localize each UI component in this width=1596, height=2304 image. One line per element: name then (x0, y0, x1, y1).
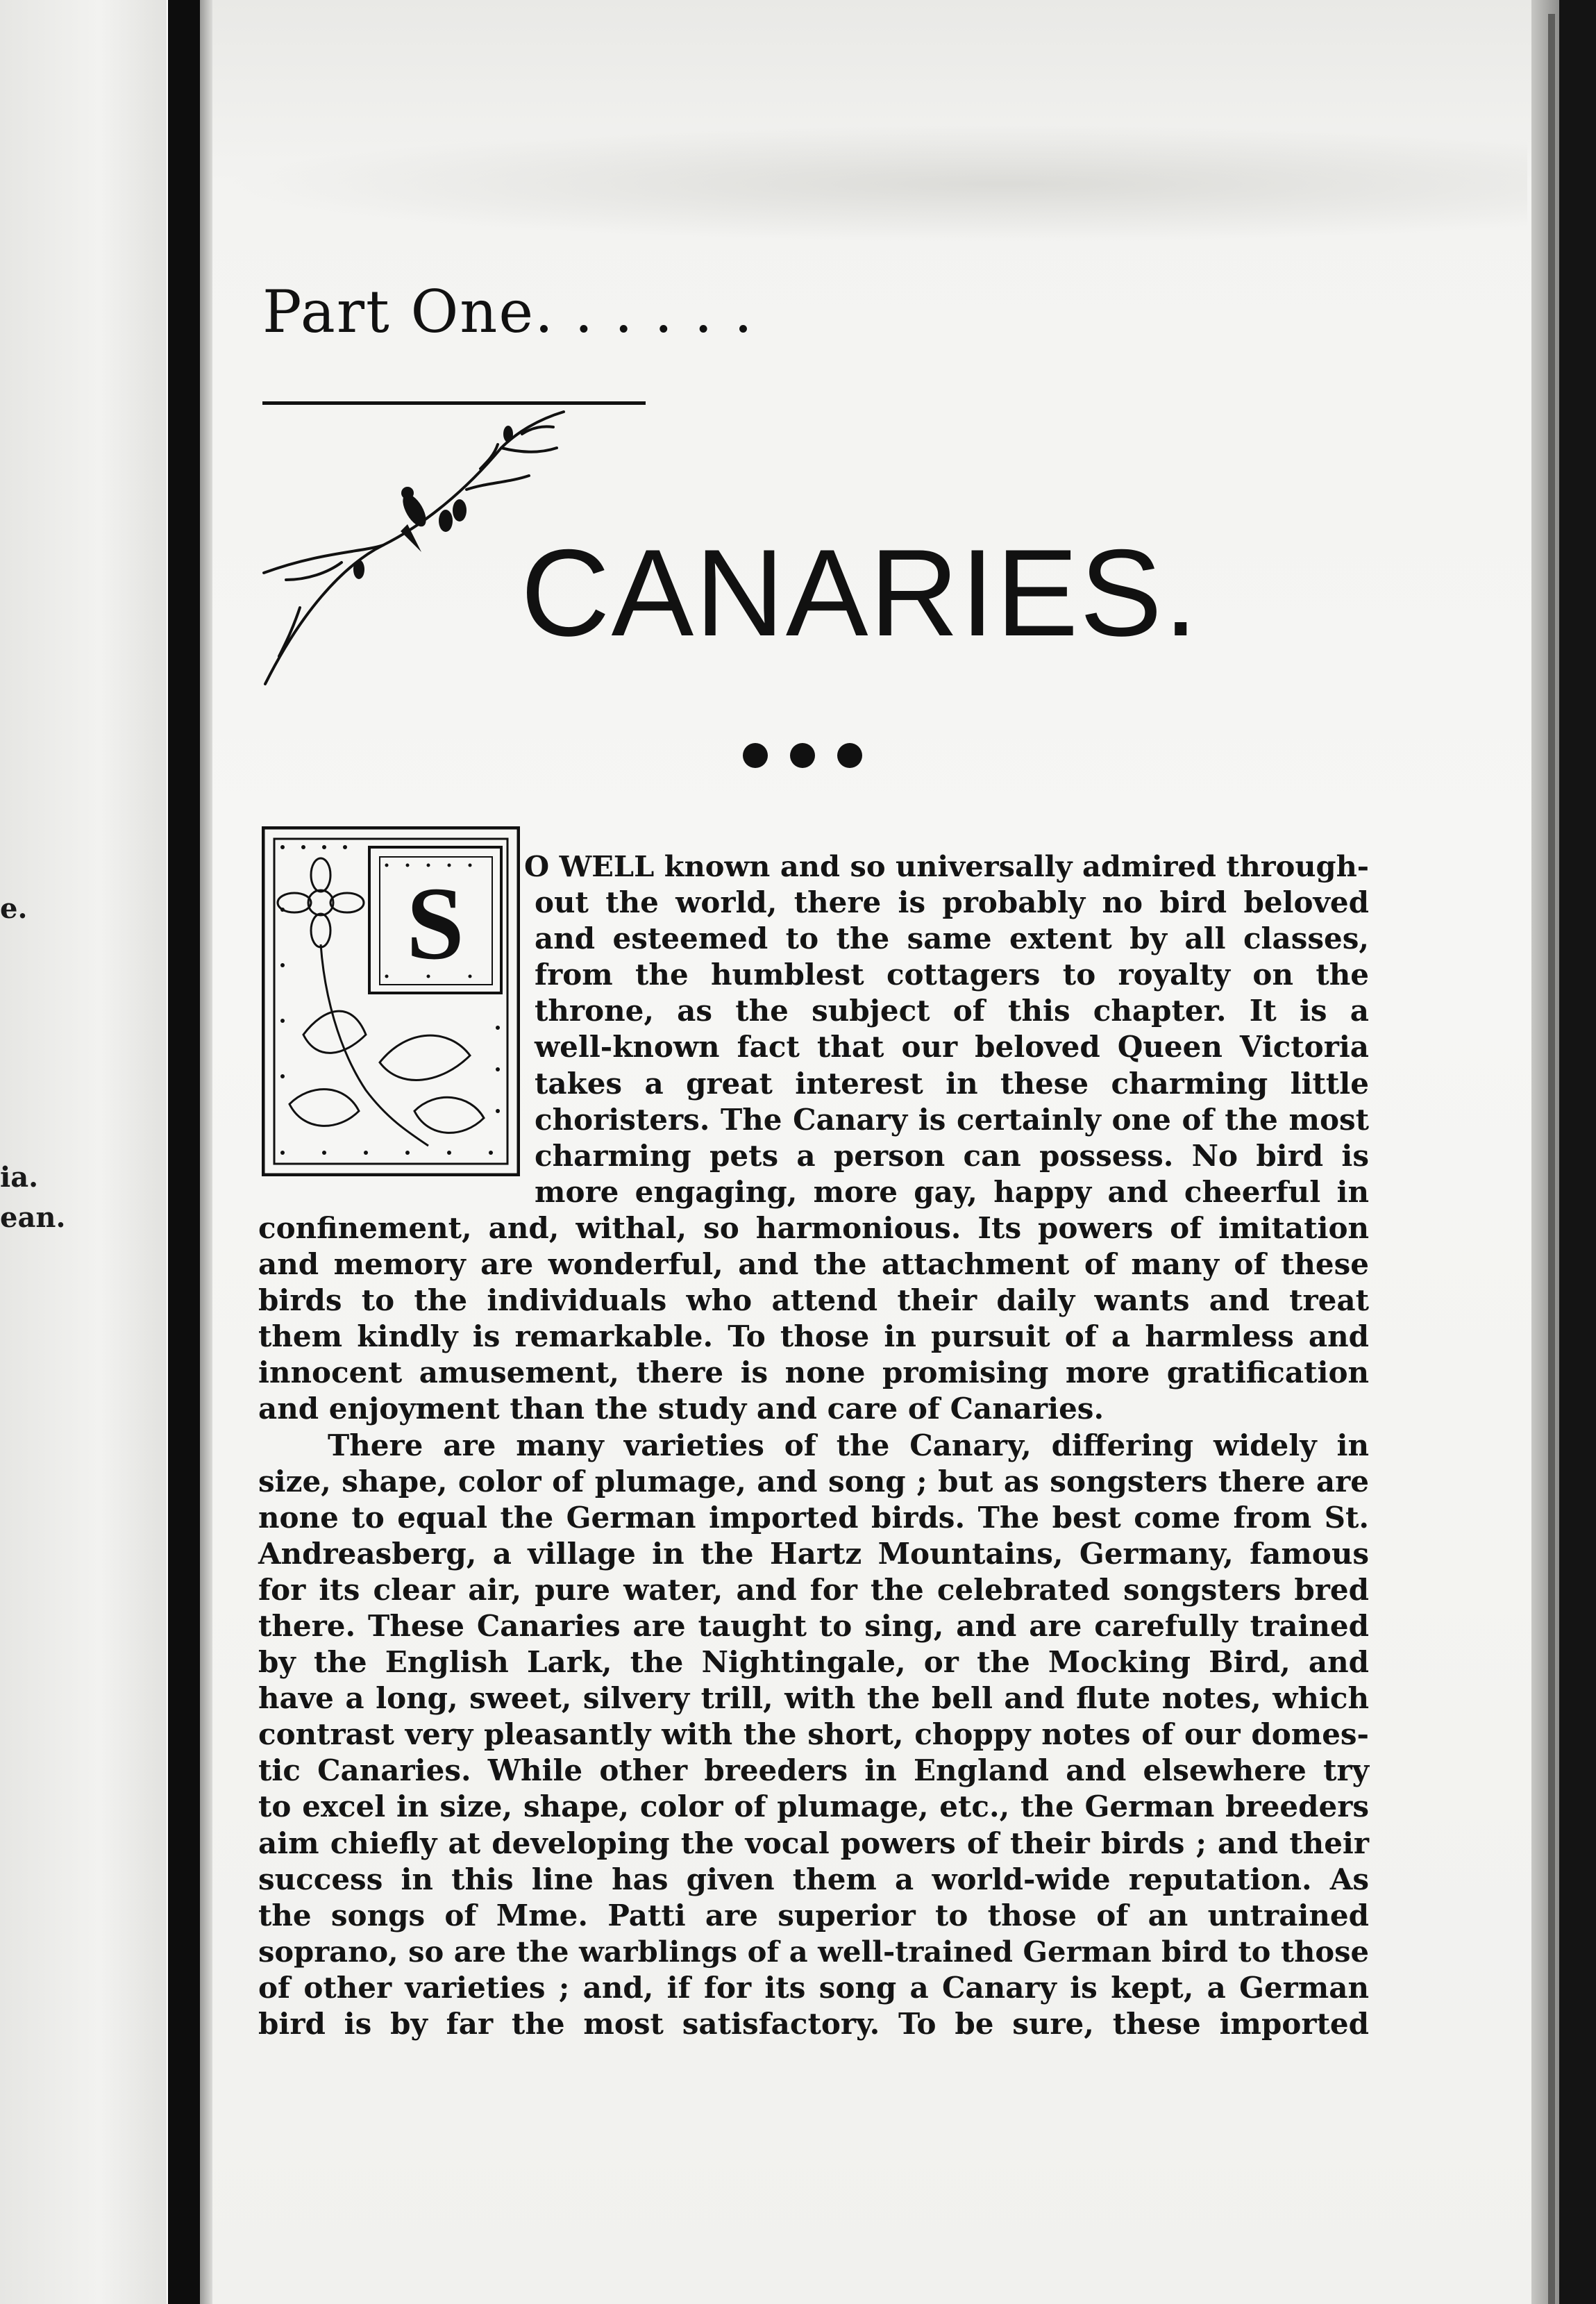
text-line: There are many varieties of the Canary, differing widely in (328, 1428, 1369, 1462)
text-line: size, shape, color of plumage, and song ; but as songsters there are (258, 1464, 1369, 1499)
facing-page-fragment: ean. (0, 1201, 66, 1234)
text-line: bird is by far the most satisfactory. To be sure, these imported (258, 2007, 1369, 2041)
text-line: takes a great interest in these charming little (535, 1066, 1369, 1101)
text-line: birds to the individuals who attend their daily wants and treat (258, 1283, 1369, 1318)
scan-border (1559, 0, 1596, 2304)
text-line: none to equal the German imported birds. The best come from St. (258, 1500, 1369, 1535)
text-line: throne, as the subject of this chapter. It is a (535, 994, 1369, 1028)
text-line: contrast very pleasantly with the short, choppy notes of our domes- (258, 1717, 1369, 1752)
page-edge-line (1548, 14, 1555, 2304)
text-line: well-known fact that our beloved Queen Victoria (535, 1030, 1369, 1065)
text-line: out the world, there is probably no bird beloved (535, 885, 1369, 920)
text-line: and esteemed to the same extent by all classes, (535, 921, 1369, 956)
text-line: and enjoyment than the study and care of Canaries. (258, 1392, 1104, 1426)
text-line: for its clear air, pure water, and for the celebrated songsters bred (258, 1572, 1369, 1607)
gutter-shadow (200, 0, 212, 2304)
text-line: aim chiefly at developing the vocal powers of their birds ; and their (258, 1826, 1369, 1860)
facing-page-edge (0, 0, 167, 2304)
text-line: to excel in size, shape, color of plumage, etc., the German breeders (258, 1789, 1369, 1824)
facing-page-fragment: ia. (0, 1161, 39, 1194)
text-line: tic Canaries. While other breeders in England and elsewhere try (258, 1753, 1369, 1788)
heading-rule (262, 401, 646, 405)
text-line: charming pets a person can possess. No bird is (535, 1138, 1369, 1173)
text-line: success in this line has given them a world-wide reputation. As (258, 1862, 1369, 1896)
text-line: confinement, and, withal, so harmonious. Its powers of imitation (258, 1210, 1369, 1245)
text-line: by the English Lark, the Nightingale, or the Mocking Bird, and (258, 1645, 1369, 1680)
book-gutter (168, 0, 200, 2304)
text-line: them kindly is remarkable. To those in pursuit of a harmless and (258, 1319, 1369, 1354)
text-line: more engaging, more gay, happy and cheerful in (535, 1174, 1369, 1209)
text-line: and memory are wonderful, and the attachment of many of these (258, 1247, 1369, 1282)
chapter-title: CANARIES. (521, 524, 1200, 662)
text-line: from the humblest cottagers to royalty on the (535, 958, 1369, 992)
text-line: the songs of Mme. Patti are superior to those of an untrained (258, 1898, 1369, 1932)
chapter-body (258, 849, 1369, 2042)
section-ornament (743, 743, 862, 768)
ornament-dot (837, 743, 862, 768)
text-line: there. These Canaries are taught to sing, and are carefully trained (258, 1608, 1369, 1643)
text-line: Andreasberg, a village in the Hartz Mountains, Germany, famous (258, 1536, 1369, 1571)
text-line: soprano, so are the warblings of a well-trained German bird to those (258, 1934, 1369, 1969)
ornament-dot (743, 743, 768, 768)
text-line: of other varieties ; and, if for its song a Canary is kept, a German (258, 1970, 1369, 2005)
facing-page-fragment: e. (0, 892, 28, 925)
drop-cap-letter: S (406, 866, 464, 981)
text-line: choristers. The Canary is certainly one of the most (535, 1102, 1369, 1137)
page-edge (1531, 0, 1559, 2304)
text-line: innocent amusement, there is none promising more gratification (258, 1355, 1369, 1390)
ornament-dot (790, 743, 815, 768)
text-line: O WELL known and so universally admired through- (524, 849, 1369, 883)
part-heading: Part One. . . . . . (262, 278, 754, 346)
text-line: have a long, sweet, silvery trill, with the bell and flute notes, which (258, 1681, 1369, 1716)
paper-stain (222, 125, 1527, 243)
